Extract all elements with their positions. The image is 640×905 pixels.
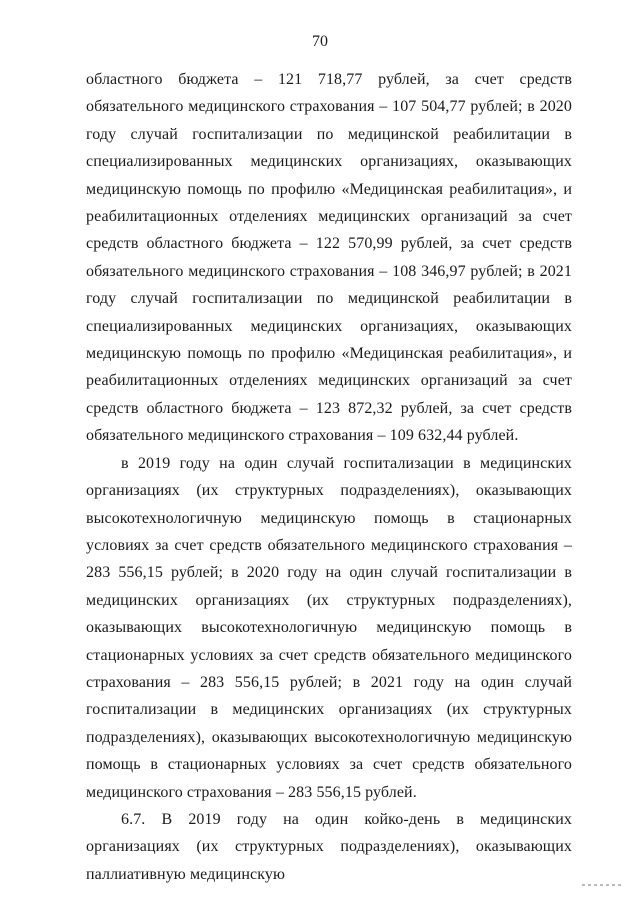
paragraph-high-tech-care-costs: в 2019 году на один случай госпитализации в медицинских организациях (их структурных подразделениях), оказывающих высокотехнологичную медицинскую помощь в стационарных условиях за счет средств обязательного медицинского страхования – 283 556,15 рублей; в 2020 году на один случай госпитализации в медицинских организациях (их структурных подразделениях), оказывающих высокотехнологичную медицинскую помощь в стационарных условиях за счет средств обязательного медицинского страхования – 283 556,15 рублей; в 2021 году на один случай госпитализации в медицинских организациях (их структурных подразделениях), оказывающих высокотехнологичную медицинскую помощь в стационарных условиях за счет средств обязательного медицинского страхования – 283 556,15 рублей. <box>86 454 572 801</box>
page-number: 70 <box>312 33 328 50</box>
paragraph-rehabilitation-costs: областного бюджета – 121 718,77 рублей, за счет средств обязательного медицинского страхования – 107 504,77 рублей; в 2020 году случай госпитализации по медицинской реабилитации в специализированных медицинских организациях, оказывающих медицинскую помощь по профилю «Медицинская реабилитация», и реабилитационных отделениях медицинских организаций за счет средств областного бюджета – 122 570,99 рублей, за счет средств обязательного медицинского страхования – 108 346,97 рублей; в 2021 году случай госпитализации по медицинской реабилитации в специализированных медицинских организациях, оказывающих медицинскую помощь по профилю «Медицинская реабилитация», и реабилитационных отделениях медицинских организаций за счет средств областного бюджета – 123 872,32 рублей, за счет средств обязательного медицинского страхования – 109 632,44 рублей. <box>86 71 572 445</box>
body-text <box>86 66 572 888</box>
paragraph-palliative-care-costs: 6.7. В 2019 году на один койко-день в медицинских организациях (их структурных подразделениях), оказывающих паллиативную медицинскую <box>86 810 572 883</box>
scan-artifact <box>582 884 622 886</box>
